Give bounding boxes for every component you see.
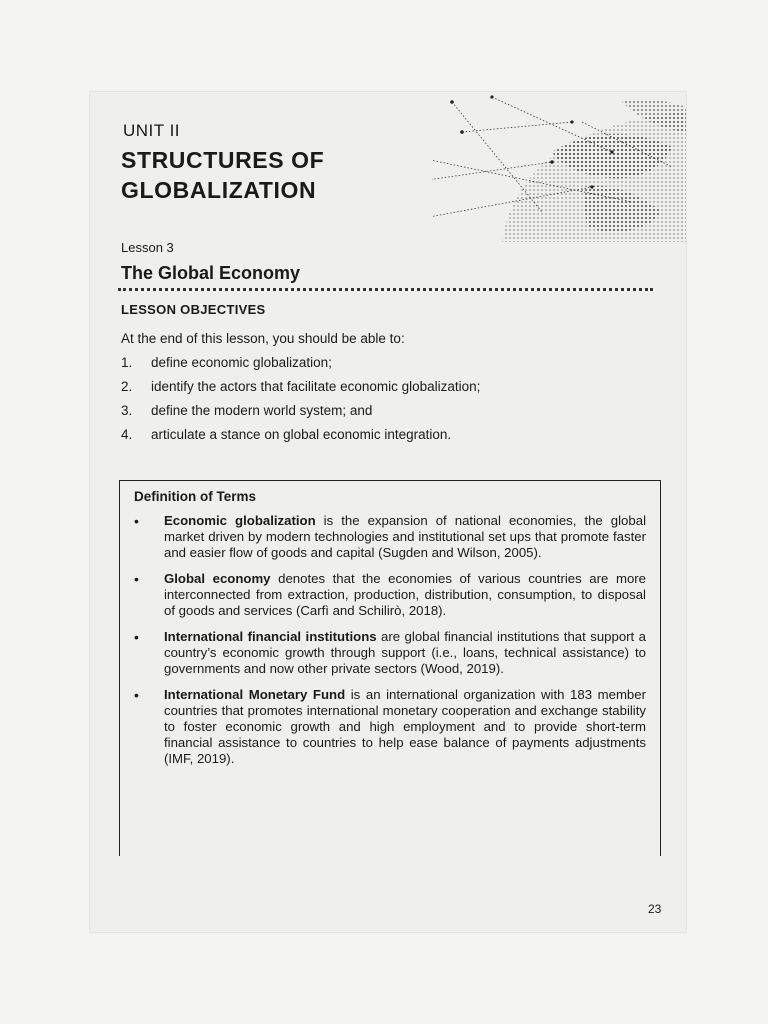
definition-of-terms-box — [119, 480, 661, 856]
objective-item — [121, 427, 480, 451]
objective-item — [121, 379, 480, 403]
objective-number: 4. — [121, 427, 133, 442]
definition-text: denotes that the economies of various countries are more interconnected from extraction, production, distribution, consumption, to disposal of goods and services (Carfì and Schilirò, 2018). — [164, 571, 647, 618]
objective-number: 3. — [121, 403, 133, 418]
objective-text: define economic globalization; — [151, 355, 332, 370]
globe-network-illustration — [432, 92, 686, 242]
bullet-icon: • — [134, 629, 139, 645]
objective-number: 1. — [121, 355, 133, 370]
bullet-icon: • — [134, 687, 139, 703]
definition-text: is the expansion of national economies, the global market driven by modern technologies and institutional set ups that promote faster and easier flow of goods and capital (Sugden and Wilson, 2005). — [164, 513, 646, 560]
definition-item — [120, 687, 660, 767]
unit-title-line-2: GLOBALIZATION — [121, 177, 317, 203]
definition-term: Economic globalization — [164, 513, 316, 528]
objectives-intro: At the end of this lesson, you should be able to: — [121, 331, 405, 346]
objective-text: define the modern world system; and — [151, 403, 373, 418]
bullet-icon: • — [134, 571, 139, 587]
objective-item — [121, 355, 480, 379]
dotted-divider — [118, 288, 653, 291]
bullet-icon: • — [134, 513, 139, 529]
definition-item — [120, 513, 660, 561]
page-number: 23 — [648, 902, 662, 916]
objectives-heading: LESSON OBJECTIVES — [121, 302, 266, 317]
objective-text: articulate a stance on global economic integration. — [151, 427, 452, 442]
objective-number: 2. — [121, 379, 133, 394]
unit-title — [121, 145, 324, 205]
definition-item — [120, 571, 660, 619]
definition-text: are global financial institutions that support a country’s economic growth through support (i.e., loans, technical assistance) to governments and now other private sectors (Wood, 2019). — [164, 629, 646, 676]
definition-term: International Monetary Fund — [164, 687, 346, 702]
definition-text: is an international organization with 183 member countries that promotes international monetary cooperation and exchange stability to foster economic growth and high employment and to provide short-term financial assistance to countries to help ease balance of payments adjustments (IMF, 2019). — [164, 687, 646, 766]
unit-label: UNIT II — [123, 121, 181, 140]
unit-title-line-1: STRUCTURES OF — [121, 147, 325, 173]
definition-term: International financial institutions — [164, 629, 377, 644]
objective-item — [121, 403, 480, 427]
objective-text: identify the actors that facilitate economic globalization; — [151, 379, 481, 394]
lesson-title: The Global Economy — [121, 263, 301, 283]
definitions-list — [120, 513, 660, 777]
lesson-number: Lesson 3 — [121, 240, 174, 255]
definition-term: Global economy — [164, 571, 271, 586]
definitions-heading: Definition of Terms — [134, 489, 257, 504]
objectives-list — [121, 355, 480, 451]
definition-item — [120, 629, 660, 677]
